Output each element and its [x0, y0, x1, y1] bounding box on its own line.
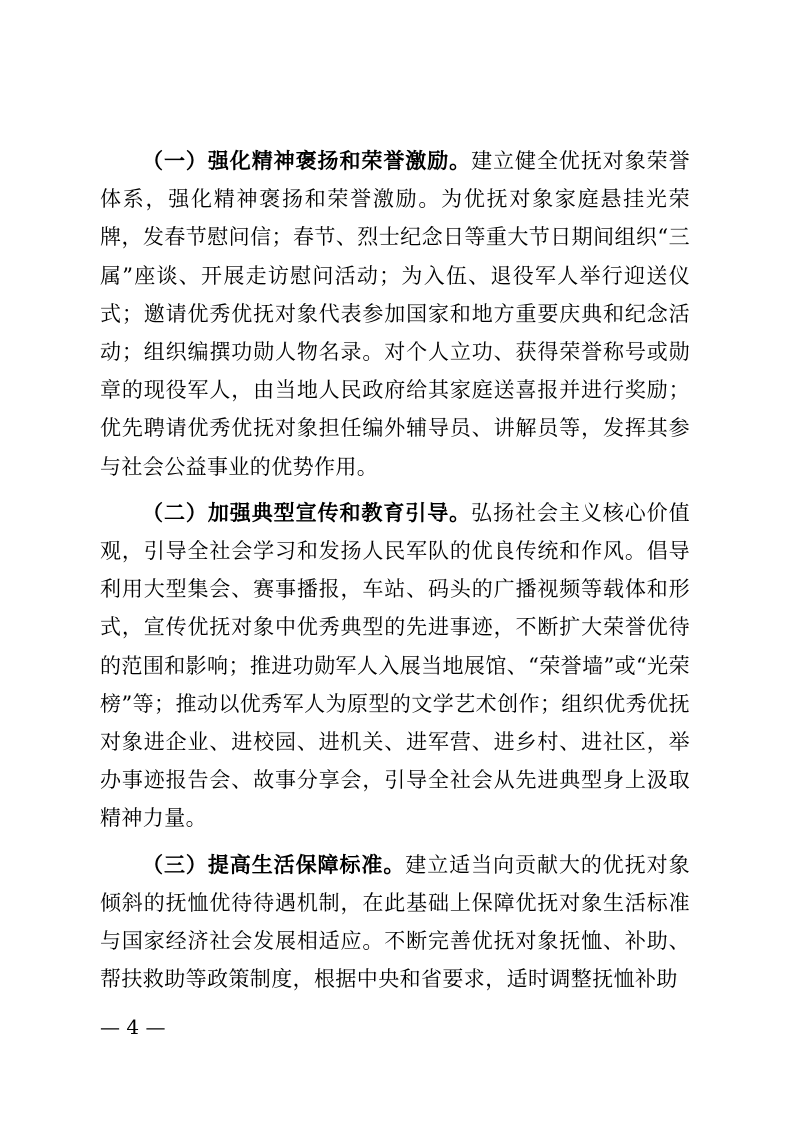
paragraph-1-text: 建立健全优抚对象荣誉体系，强化精神褒扬和荣誉激励。为优抚对象家庭悬挂光荣牌，发春节慰问信；春节、烈士纪念日等重大节日期间组织“三属”座谈、开展走访慰问活动；为入伍、退役军人举行迎送仪式；邀请优秀优抚对象代表参加国家和地方重要庆典和纪念活动；组织编撰功勋人物名录。对个人立功、获得荣誉称号或勋章的现役军人，由当地人民政府给其家庭送喜报并进行奖励；优先聘请优秀优抚对象担任编外辅导员、讲解员等，发挥其参与社会公益事业的优势作用。	[100, 149, 690, 479]
paragraph-2-heading: （二）加强典型宣传和教育引导。	[142, 499, 472, 525]
document-body	[100, 142, 690, 1006]
paragraph-3-text: 建立适当向贡献大的优抚对象倾斜的抚恤优待待遇机制，在此基础上保障优抚对象生活标准与国家经济社会发展相适应。不断完善优抚对象抚恤、补助、帮扶救助等政策制度，根据中央和省要求，适时调整抚恤补助	[100, 852, 690, 992]
page-number: — 4 —	[100, 1015, 166, 1039]
paragraph-3	[100, 846, 690, 999]
paragraph-1-heading: （一）强化精神褒扬和荣誉激励。	[142, 148, 472, 173]
paragraph-1	[100, 142, 690, 486]
paragraph-3-heading: （三）提高生活保障标准。	[142, 851, 406, 877]
paragraph-2	[100, 494, 690, 838]
paragraph-2-text: 弘扬社会主义核心价值观，引导全社会学习和发扬人民军队的优良传统和作风。倡导利用大型集会、赛事播报，车站、码头的广播视频等载体和形式，宣传优抚对象中优秀典型的先进事迹，不断扩大荣誉优待的范围和影响；推进功勋军人入展当地展馆、“荣誉墙”或“光荣榜”等；推动以优秀军人为原型的文学艺术创作；组织优秀优抚对象进企业、进校园、进机关、进军营、进乡村、进社区，举办事迹报告会、故事分享会，引导全社会从先进典型身上汲取精神力量。	[100, 500, 690, 831]
